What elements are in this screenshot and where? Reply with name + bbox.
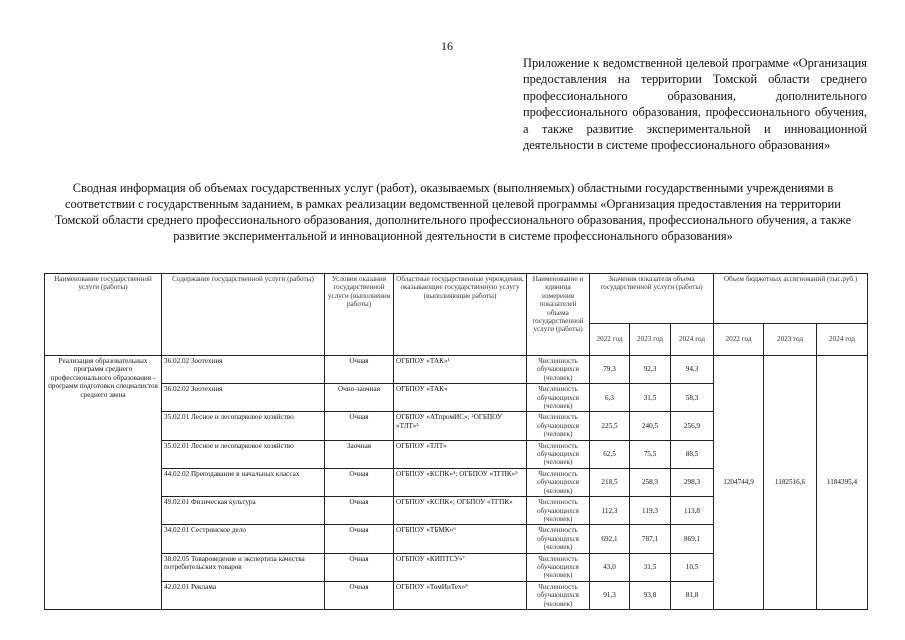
budget-2022-cell: 1204744,9 (714, 356, 764, 610)
budget-2023-cell: 1182516,6 (764, 356, 817, 610)
header-indicator-year: 2024 год (671, 324, 714, 356)
value-cell: 10,5 (671, 553, 714, 581)
condition-cell: Очная (325, 412, 394, 440)
value-cell: 91,3 (590, 581, 630, 609)
header-budget-year: 2022 год (714, 324, 764, 356)
condition-cell: Очная (325, 553, 394, 581)
value-cell: 58,3 (671, 384, 714, 412)
page-number: 16 (441, 39, 453, 53)
unit-cell: Численность обучающихся (человек) (527, 356, 590, 384)
unit-cell: Численность обучающихся (человек) (527, 440, 590, 468)
institution-cell: ОГБПОУ «ТомИнТех»⁸ (394, 581, 527, 609)
value-cell: 112,3 (590, 497, 630, 525)
institution-cell: ОГБПОУ «КСПК»; ОГБПОУ «ТГПК» (394, 497, 527, 525)
condition-cell: Очная (325, 581, 394, 609)
header-budget: Объем бюджетных ассигнований (тыс.руб.) (714, 274, 868, 324)
unit-cell: Численность обучающихся (человек) (527, 468, 590, 496)
value-cell: 258,3 (630, 468, 671, 496)
value-cell: 692,1 (590, 525, 630, 553)
value-cell: 218,5 (590, 468, 630, 496)
service-name-cell: Реализация образовательных программ среднего профессионального образования - программ подготовки специалистов среднего звена (45, 356, 162, 610)
budget-2024-cell: 1184395,4 (817, 356, 868, 610)
institution-cell: ОГБПОУ «КСПК»⁴; ОГБПОУ «ТГПК»⁵ (394, 468, 527, 496)
header-service-name: Наименование государственной услуги (работы) (45, 274, 162, 356)
value-cell: 787,1 (630, 525, 671, 553)
content-cell: 44.02.02 Преподавание в начальных классах (162, 468, 325, 496)
document-title: Сводная информация об объемах государственных услуг (работ), оказываемых (выполняемых) областными государственными учреждениями в соответствии с государственным заданием, в рамках реализации ведомственной целевой программы «Организация предоставления на территории Томской области среднего профессионального образования, дополнительного профессионального образования, профессионального обучения, а также развитие экспериментальной и инновационной деятельности в системе профессионального образования» (54, 181, 852, 244)
value-cell: 81,8 (671, 581, 714, 609)
content-cell: 35.02.01 Лесное и лесопарковое хозяйство (162, 412, 325, 440)
content-cell: 35.02.01 Лесное и лесопарковое хозяйство (162, 440, 325, 468)
header-institutions: Областные государственные учреждения, оказывающие государственную услугу (выполняющие работы) (394, 274, 527, 356)
header-indicator-values: Значения показателя объема государственной услуги (работы) (590, 274, 714, 324)
institution-cell: ОГБПОУ «ТЛТ» (394, 440, 527, 468)
institution-cell: ОГБПОУ «ТАК» (394, 384, 527, 412)
header-budget-year: 2023 год (764, 324, 817, 356)
condition-cell: Очная (325, 468, 394, 496)
header-conditions: Условия оказания государственной услуги (выполнения работы) (325, 274, 394, 356)
unit-cell: Численность обучающихся (человек) (527, 497, 590, 525)
condition-cell: Очно-заочная (325, 384, 394, 412)
institution-cell: ОГБПОУ «ТБМК»⁶ (394, 525, 527, 553)
table-row (45, 356, 868, 384)
content-cell: 34.02.01 Сестринское дело (162, 525, 325, 553)
unit-cell: Численность обучающихся (человек) (527, 553, 590, 581)
value-cell: 6,3 (590, 384, 630, 412)
value-cell: 93,8 (630, 581, 671, 609)
value-cell: 79,3 (590, 356, 630, 384)
header-unit: Наименование и единица измерения показателей объема государственной услуги (работы) (527, 274, 590, 356)
value-cell: 92,3 (630, 356, 671, 384)
value-cell: 88,5 (671, 440, 714, 468)
value-cell: 113,8 (671, 497, 714, 525)
content-cell: 38.02.05 Товароведение и экспертиза качества потребительских товаров (162, 553, 325, 581)
institution-cell: ОГБПОУ «ТАК»¹ (394, 356, 527, 384)
unit-cell: Численность обучающихся (человек) (527, 581, 590, 609)
header-service-content: Содержание государственной услуги (работы) (162, 274, 325, 356)
header-indicator-year: 2023 год (630, 324, 671, 356)
value-cell: 298,3 (671, 468, 714, 496)
content-cell: 36.02.02 Зоотехния (162, 356, 325, 384)
condition-cell: Очная (325, 497, 394, 525)
value-cell: 43,0 (590, 553, 630, 581)
value-cell: 240,5 (630, 412, 671, 440)
value-cell: 94,3 (671, 356, 714, 384)
unit-cell: Численность обучающихся (человек) (527, 412, 590, 440)
header-indicator-year: 2022 год (590, 324, 630, 356)
value-cell: 225,5 (590, 412, 630, 440)
unit-cell: Численность обучающихся (человек) (527, 384, 590, 412)
condition-cell: Заочная (325, 440, 394, 468)
unit-cell: Численность обучающихся (человек) (527, 525, 590, 553)
header-budget-year: 2024 год (817, 324, 868, 356)
value-cell: 31,5 (630, 384, 671, 412)
value-cell: 119,3 (630, 497, 671, 525)
value-cell: 31,5 (630, 553, 671, 581)
condition-cell: Очная (325, 356, 394, 384)
content-cell: 49.02.01 Физическая культура (162, 497, 325, 525)
value-cell: 256,9 (671, 412, 714, 440)
content-cell: 42.02.01 Реклама (162, 581, 325, 609)
value-cell: 869,1 (671, 525, 714, 553)
appendix-note: Приложение к ведомственной целевой программе «Организация предоставления на территории Томской области среднего профессионального образования, дополнительного профессионального образования, профессионального обучения, а также развитие экспериментальной и инновационной деятельности в системе профессионального образования» (523, 56, 867, 153)
institution-cell: ОГБПОУ «АТпромИС»; ²ОГБПОУ «ТЛТ»³ (394, 412, 527, 440)
services-table (44, 273, 868, 610)
condition-cell: Очная (325, 525, 394, 553)
content-cell: 36.02.02 Зоотехния (162, 384, 325, 412)
institution-cell: ОГБПОУ «КИПТСУ»⁷ (394, 553, 527, 581)
value-cell: 75,5 (630, 440, 671, 468)
value-cell: 62,5 (590, 440, 630, 468)
